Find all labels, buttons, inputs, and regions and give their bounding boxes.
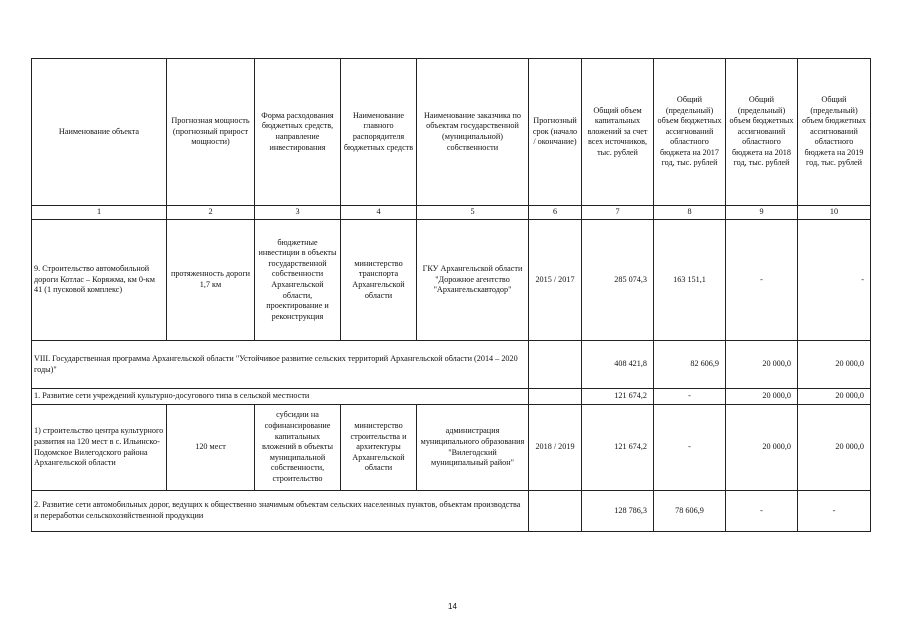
object-name: 1) строительство центра культурного развития на 120 мест в с. Ильинско-Подомское Вилегодского района Архангельской области [32,405,167,491]
customer: ГКУ Архангельской области "Дорожное агентство "Архангельскавтодор" [417,220,529,341]
header-row [32,59,871,206]
header-2018: Общий (предельный) объем бюджетных ассигнований областного бюджета на 2018 год, тыс. рублей [726,59,798,206]
amount-2018: - [726,220,798,341]
capacity: 120 мест [167,405,255,491]
header-2017: Общий (предельный) объем бюджетных ассигнований областного бюджета на 2017 год, тыс. рублей [654,59,726,206]
capacity: протяженность дороги 1,7 км [167,220,255,341]
col-num: 1 [32,206,167,220]
table-row [32,220,871,341]
col-num: 3 [255,206,341,220]
budget-manager: министерство строительства и архитектуры Архангельской области [341,405,417,491]
amount-2018: 20 000,0 [726,389,798,405]
section-title: 1. Развитие сети учреждений культурно-досугового типа в сельской местности [32,389,529,405]
object-name: 9. Строительство автомобильной дороги Котлас – Коряжма, км 0-км 41 (1 пусковой комплекс) [32,220,167,341]
col-num: 5 [417,206,529,220]
header-form: Форма расходования бюджетных средств, направление инвестирования [255,59,341,206]
header-2019: Общий (предельный) объем бюджетных ассигнований областного бюджета на 2019 год, тыс. рублей [798,59,871,206]
col-num: 2 [167,206,255,220]
amount-2017: - [654,389,726,405]
table-row [32,405,871,491]
amount-2019: - [798,220,871,341]
term: 2018 / 2019 [529,405,582,491]
header-total: Общий объем капитальных вложений за счет всех источников, тыс. рублей [582,59,654,206]
term: 2015 / 2017 [529,220,582,341]
amount-2017: - [654,405,726,491]
column-number-row [32,206,871,220]
section-title: 2. Развитие сети автомобильных дорог, ведущих к общественно значимым объектам сельских населенных пунктов, объектам производства и переработки сельскохозяйственной продукции [32,491,529,532]
total-amount: 285 074,3 [582,220,654,341]
amount-2017: 163 151,1 [654,220,726,341]
col-num: 10 [798,206,871,220]
empty-cell [529,491,582,532]
amount-2019: 20 000,0 [798,389,871,405]
amount-2018: 20 000,0 [726,405,798,491]
amount-2017: 82 606,9 [654,341,726,389]
spending-form: субсидии на софинансирование капитальных вложений в объекты муниципальной собственности, строительство [255,405,341,491]
col-num: 7 [582,206,654,220]
header-capacity: Прогнозная мощность (прогнозный прирост мощности) [167,59,255,206]
budget-manager: министерство транспорта Архангельской области [341,220,417,341]
customer: администрация муниципального образования "Вилегодский муниципальный район" [417,405,529,491]
amount-2019: - [798,491,871,532]
col-num: 4 [341,206,417,220]
empty-cell [529,389,582,405]
empty-cell [529,341,582,389]
amount-2018: - [726,491,798,532]
col-num: 8 [654,206,726,220]
section-row [32,389,871,405]
budget-table [31,58,871,532]
header-manager: Наименование главного распорядителя бюджетных средств [341,59,417,206]
program-row [32,341,871,389]
program-title: VIII. Государственная программа Архангельской области "Устойчивое развитие сельских территорий Архангельской области (2014 – 2020 годы)" [32,341,529,389]
col-num: 6 [529,206,582,220]
amount-2017: 78 606,9 [654,491,726,532]
header-object-name: Наименование объекта [32,59,167,206]
spending-form: бюджетные инвестиции в объекты государственной собственности Архангельской области, проектирование и реконструкция [255,220,341,341]
header-customer: Наименование заказчика по объектам государственной (муниципальной) собственности [417,59,529,206]
amount-2018: 20 000,0 [726,341,798,389]
page-number: 14 [448,602,457,611]
section-row [32,491,871,532]
col-num: 9 [726,206,798,220]
amount-2019: 20 000,0 [798,341,871,389]
header-term: Прогнозный срок (начало / окончание) [529,59,582,206]
total-amount: 121 674,2 [582,405,654,491]
total-amount: 121 674,2 [582,389,654,405]
total-amount: 408 421,8 [582,341,654,389]
amount-2019: 20 000,0 [798,405,871,491]
total-amount: 128 786,3 [582,491,654,532]
